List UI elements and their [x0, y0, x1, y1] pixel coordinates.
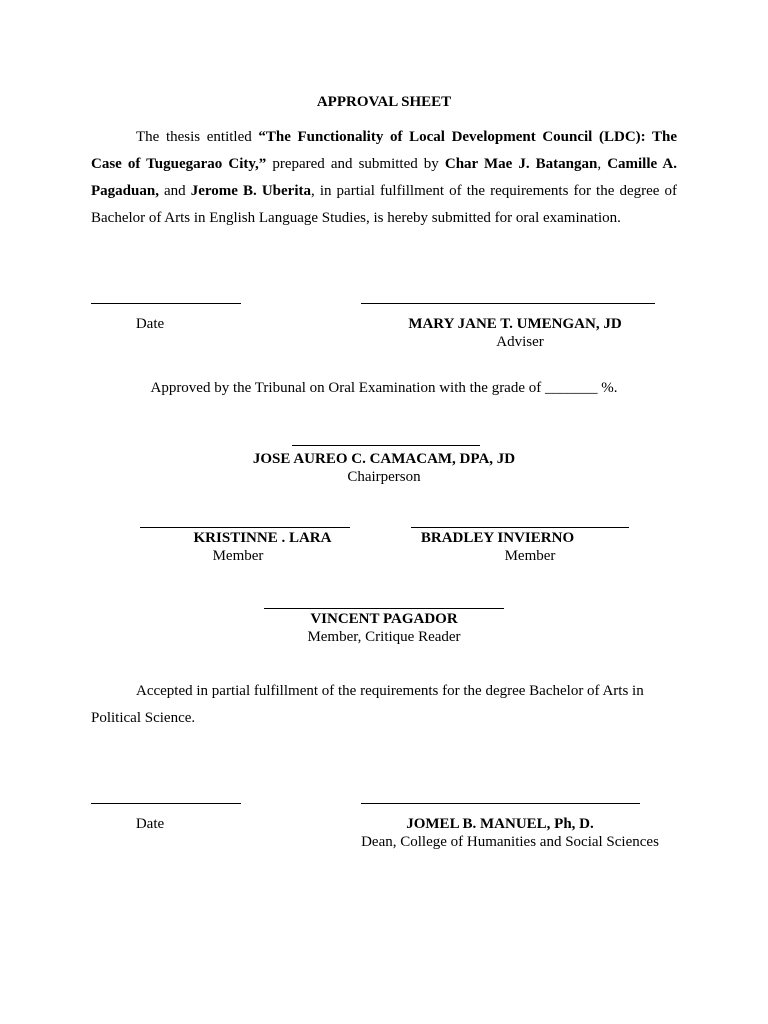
intro-text-4: and	[158, 183, 191, 199]
author-3: Jerome B. Uberita	[190, 183, 311, 199]
adviser-name: MARY JANE T. UMENGAN, JD	[408, 316, 622, 332]
dean-signature-line	[361, 803, 640, 804]
intro-text-2: prepared and submitted by	[266, 156, 445, 172]
intro-paragraph	[91, 124, 677, 232]
date-line-1	[91, 303, 241, 304]
date-line-2	[91, 803, 241, 804]
accepted-text: Accepted in partial fulfillment of the requirements for the degree Bachelor of Arts in Political Science.	[91, 683, 644, 726]
chair-name: JOSE AUREO C. CAMACAM, DPA, JD	[252, 451, 516, 467]
critique-signature-line	[264, 608, 504, 609]
member2-role: Member	[504, 548, 556, 564]
intro-text-5: , in partial fulfillment of the requirements for the degree of Bachelor of Arts in English Language Studies, is hereby submitted for oral examination.	[91, 183, 677, 226]
adviser-signature-line	[361, 303, 655, 304]
member2-name: BRADLEY INVIERNO	[420, 530, 575, 546]
page-title: APPROVAL SHEET	[316, 94, 452, 110]
intro-text-3: ,	[597, 156, 608, 172]
member1-name: KRISTINNE . LARA	[193, 530, 332, 546]
member1-role: Member	[212, 548, 264, 564]
chair-signature-line	[292, 445, 480, 446]
critique-name: VINCENT PAGADOR	[310, 611, 458, 627]
author-2: Camille A. Pagaduan,	[91, 156, 677, 199]
thesis-title: “The Functionality of Local Development Council (LDC): The Case of Tuguegarao City,”	[91, 129, 677, 172]
member1-signature-line	[140, 527, 350, 528]
critique-role: Member, Critique Reader	[307, 629, 461, 645]
dean-role: Dean, College of Humanities and Social Sciences	[361, 834, 659, 850]
adviser-role: Adviser	[496, 334, 544, 350]
author-1: Char Mae J. Batangan	[444, 156, 598, 172]
intro-text-1: The thesis entitled	[136, 129, 259, 145]
approval-text: Approved by the Tribunal on Oral Examination with the grade of _______ %.	[150, 380, 618, 396]
dean-name: JOMEL B. MANUEL, Ph, D.	[406, 816, 594, 832]
member2-signature-line	[411, 527, 629, 528]
chair-role: Chairperson	[347, 469, 421, 485]
date-label-2: Date	[135, 816, 165, 832]
accepted-paragraph	[91, 678, 677, 732]
date-label-1: Date	[135, 316, 165, 332]
